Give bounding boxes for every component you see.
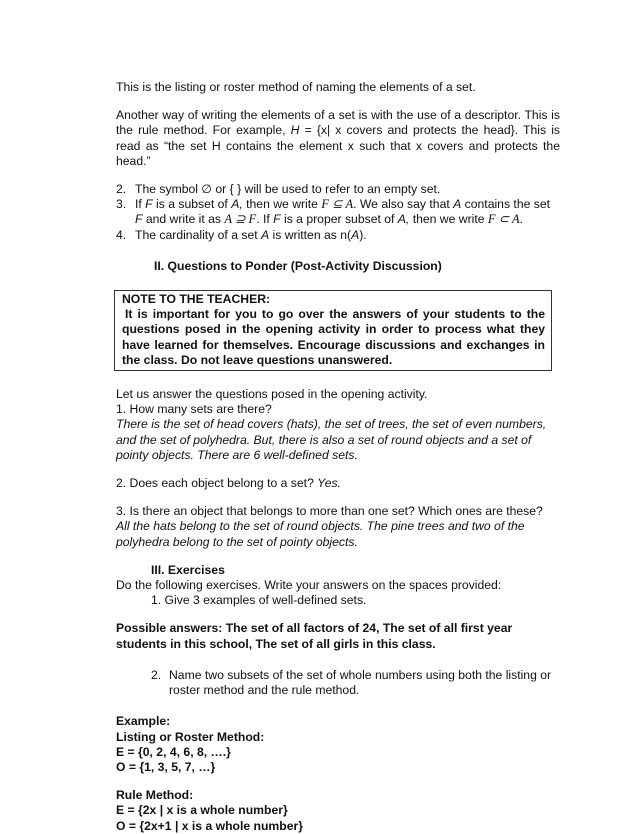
document-page [116,80,560,834]
list-item: 4. The cardinality of a set A is written as n(A). [116,227,367,242]
teacher-note-box [114,290,552,371]
answer-3: All the hats belong to the set of round objects. The pine trees and two of the polyhedra belong to the set of pointy objects. [116,519,525,549]
odd-set-rule: O = {2x+1 | x is a whole number} [116,818,303,833]
odd-set-roster: O = {1, 3, 5, 7, …} [116,759,216,774]
set-notation-list [116,182,560,243]
empty-set-symbol: ∅ [201,182,213,197]
answer-2: Yes. [317,476,341,491]
list-item: 2. The symbol ∅ or { } will be used to refer to an empty set. [116,182,441,197]
question-3: 3. Is there an object that belongs to more than one set? Which ones are these? [116,504,543,519]
list-item: 3. If F is a subset of A, then we write F ⊆ A. We also say that A contains the set F and write it as A ⊇ F. If F is a proper subset of A, then we write F ⊂ A. [116,197,551,227]
proper-subset-expression: F ⊂ A [487,212,520,227]
note-body: It is important for you to go over the answers of your students to the questions posed in the opening activity in order to process what they have learned for themselves. Encourage discussions and exchanges in the class. Do not leave questions unanswered. [122,307,545,367]
exercises-instruction: Do the following exercises. Write your answers on the spaces provided: [116,578,502,593]
subset-expression: F ⊆ A [321,197,354,212]
superset-expression: A ⊇ F [224,212,257,227]
roster-sentence: This is the listing or roster method of naming the elements of a set. [116,80,476,94]
questions-intro: Let us answer the questions posed in the opening activity. [116,387,428,402]
section-heading: II. Questions to Ponder (Post-Activity Discussion) [154,258,442,273]
question-2: 2. Does each object belong to a set? Yes. [116,476,341,491]
even-set-roster: E = {0, 2, 4, 6, 8, ….} [116,744,231,759]
question-1: 1. How many sets are there? [116,402,272,417]
exercise-1: 1. Give 3 examples of well-defined sets. [151,593,367,608]
possible-answers: Possible answers: The set of all factors of 24, The set of all first year students in this school, The set of all girls in this class. [116,621,513,651]
example-label: Example: [116,714,171,729]
answer-1: There is the set of head covers (hats), the set of trees, the set of even numbers, and the set of polyhedra. But, there is also a set of round objects and a set of pointy objects. There are 6 well-defined sets. [116,417,547,462]
even-set-rule: E = {2x | x is a whole number} [116,803,288,818]
exercise-2: 2. Name two subsets of the set of whole numbers using both the listing or roster method and the rule method. [151,667,552,698]
rule-method-label: Rule Method: [116,788,194,803]
note-title: NOTE TO THE TEACHER: [122,292,271,307]
rule-method-paragraph: Another way of writing the elements of a set is with the use of a descriptor. This is the rule method. For example, H = {x| x covers and protects the head}. This is read as “the set H contains the element x such that x covers and protects the head.” [116,108,560,168]
roster-method-label: Listing or Roster Method: [116,729,265,744]
exercises-heading: III. Exercises [151,562,225,577]
